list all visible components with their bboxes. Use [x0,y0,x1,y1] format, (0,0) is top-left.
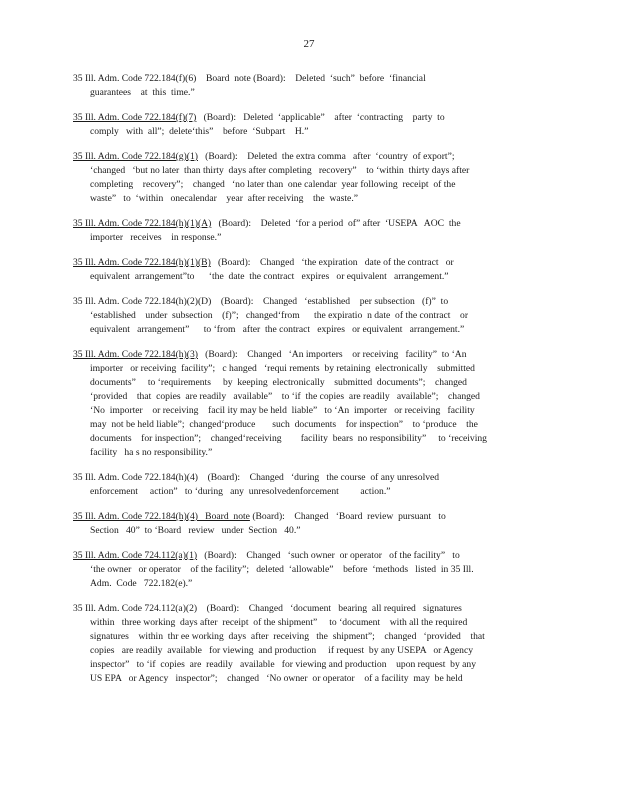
entry-first-line-text: (Board): Changed ‘the expiration date of the contract or [210,257,454,268]
entry-continuation-line: Section 40” to ‘Board review under Section 40.” [90,525,301,536]
entry-continuation-line: guarantees at this time.” [90,87,195,98]
amendment-entry [73,111,541,139]
entry-first-line-text: (Board): Deleted ‘applicable” after ‘contracting party to [196,112,445,123]
entry-citation: 35 Ill. Adm. Code 722.184(h)(4) [73,472,198,483]
entry-continuation-line: within three working days after receipt of the shipment” to ‘document with all the required [90,617,468,628]
page-number: 27 [303,38,315,50]
entry-first-line [73,217,541,231]
amendment-entry [73,549,541,591]
entry-citation: 35 Ill. Adm. Code 722.184(h)(4) Board note [73,511,250,522]
entry-continuation-line: comply with all”; delete‘this” before ‘Subpart H.” [90,126,309,137]
entry-continuation-line: ‘provided that copies are readily available” to ‘if the copies are readily available”; changed [90,391,480,402]
entry-continuation-line: Adm. Code 722.182(e).” [90,578,193,589]
entry-first-line [73,111,541,125]
entry-first-line [73,150,541,164]
entry-continuation-line: ‘changed ‘but no later than thirty days after completing recovery” to ‘within thirty days after [90,165,470,176]
amendment-entry [73,217,541,245]
entry-first-line [73,72,541,86]
amendment-entry [73,348,541,460]
amendment-entry [73,602,541,686]
entry-first-line [73,510,541,524]
entry-citation: 35 Ill. Adm. Code 722.184(f)(6) [73,73,197,84]
entry-continuation-line: US EPA or Agency inspector”; changed ‘No owner or operator of a facility may be held [90,673,463,684]
entry-continuation-line: equivalent arrangement” to ‘from after the contract expires or equivalent arrangement.” [90,324,465,335]
entry-continuation-line: completing recovery”; changed ‘no later than one calendar year following receipt of the [90,179,456,190]
entry-first-line [73,295,541,309]
entry-citation: 35 Ill. Adm. Code 722.184(h)(3) [73,349,198,360]
entry-continuation-line: enforcement action” to ‘during any unresolvedenforcement action.” [90,486,391,497]
entry-citation: 35 Ill. Adm. Code 722.184(g)(1) [73,151,198,162]
entry-first-line [73,549,541,563]
entry-continuation-line: equivalent arrangement”to ‘the date the contract expires or equivalent arrangement.” [90,271,449,282]
entry-continuation-line: documents” to ‘requirements by keeping electronically submitted documents”; changed [90,377,467,388]
entry-first-line-text: (Board): Changed ‘during the course of any unresolved [197,472,440,483]
amendment-entry [73,471,541,499]
entry-citation: 35 Ill. Adm. Code 722.184(h)(2)(D) [73,296,212,307]
entry-first-line [73,602,541,616]
entry-first-line [73,348,541,362]
entry-continuation-line: ‘the owner or operator of the facility”; deleted ‘allowable” before ‘methods listed in 35 Ill. [90,564,474,575]
entry-citation: 35 Ill. Adm. Code 724.112(a)(2) [73,603,198,614]
amendment-entry [73,256,541,284]
entry-first-line-text: (Board): Changed ‘Board review pursuant to [249,511,446,522]
entry-continuation-line: facility ha s no responsibility.” [90,447,213,458]
entry-first-line-text: (Board): Changed ‘established per subsection (f)” to [211,296,449,307]
entry-continuation-line: importer receives in response.” [90,232,222,243]
entry-first-line [73,256,541,270]
amendment-entry [73,295,541,337]
amendment-list [73,72,541,697]
entry-continuation-line: inspector” to ‘if copies are readily available for viewing and production upon request by any [90,659,477,670]
entry-first-line-text: (Board): Deleted ‘for a period of” after ‘USEPA AOC the [211,218,461,229]
entry-continuation-line: signatures within thr ee working days after receiving the shipment”; changed ‘provided that [90,631,485,642]
entry-continuation-line: ‘No importer or receiving facil ity may be held liable” to ‘An importer or receiving facility [90,405,475,416]
entry-citation: 35 Ill. Adm. Code 722.184(h)(1)(B) [73,257,211,268]
entry-first-line-text: (Board): Changed ‘such owner or operator of the facility” to [197,550,460,561]
entry-first-line-text: Board note (Board): Deleted ‘such” before ‘financial [196,73,426,84]
entry-continuation-line: importer or receiving facility”; c hanged ‘requi rements by retaining electronically submitted [90,363,475,374]
amendment-entry [73,150,541,206]
entry-continuation-line: documents for inspection”; changed‘receiving facility bears no responsibility” to ‘receiving [90,433,487,444]
entry-first-line [73,471,541,485]
entry-citation: 35 Ill. Adm. Code 724.112(a)(1) [73,550,198,561]
entry-continuation-line: ‘established under subsection (f)”; changed‘from the expiratio n date of the contract or [90,310,469,321]
entry-first-line-text: (Board): Deleted the extra comma after ‘country of export”; [197,151,455,162]
entry-continuation-line: waste” to ‘within onecalendar year after receiving the waste.” [90,193,358,204]
entry-continuation-line: may not be held liable”; changed‘produce such documents for inspection” to ‘produce the [90,419,478,430]
amendment-entry [73,72,541,100]
entry-first-line-text: (Board): Changed ‘An importers or receiving facility” to ‘An [197,349,467,360]
entry-citation: 35 Ill. Adm. Code 722.184(h)(1)(A) [73,218,212,229]
entry-citation: 35 Ill. Adm. Code 722.184(f)(7) [73,112,197,123]
entry-continuation-line: copies are readily available for viewing and production if request by any USEPA or Agency [90,645,474,656]
entry-first-line-text: (Board): Changed ‘document bearing all required signatures [197,603,462,614]
amendment-entry [73,510,541,538]
